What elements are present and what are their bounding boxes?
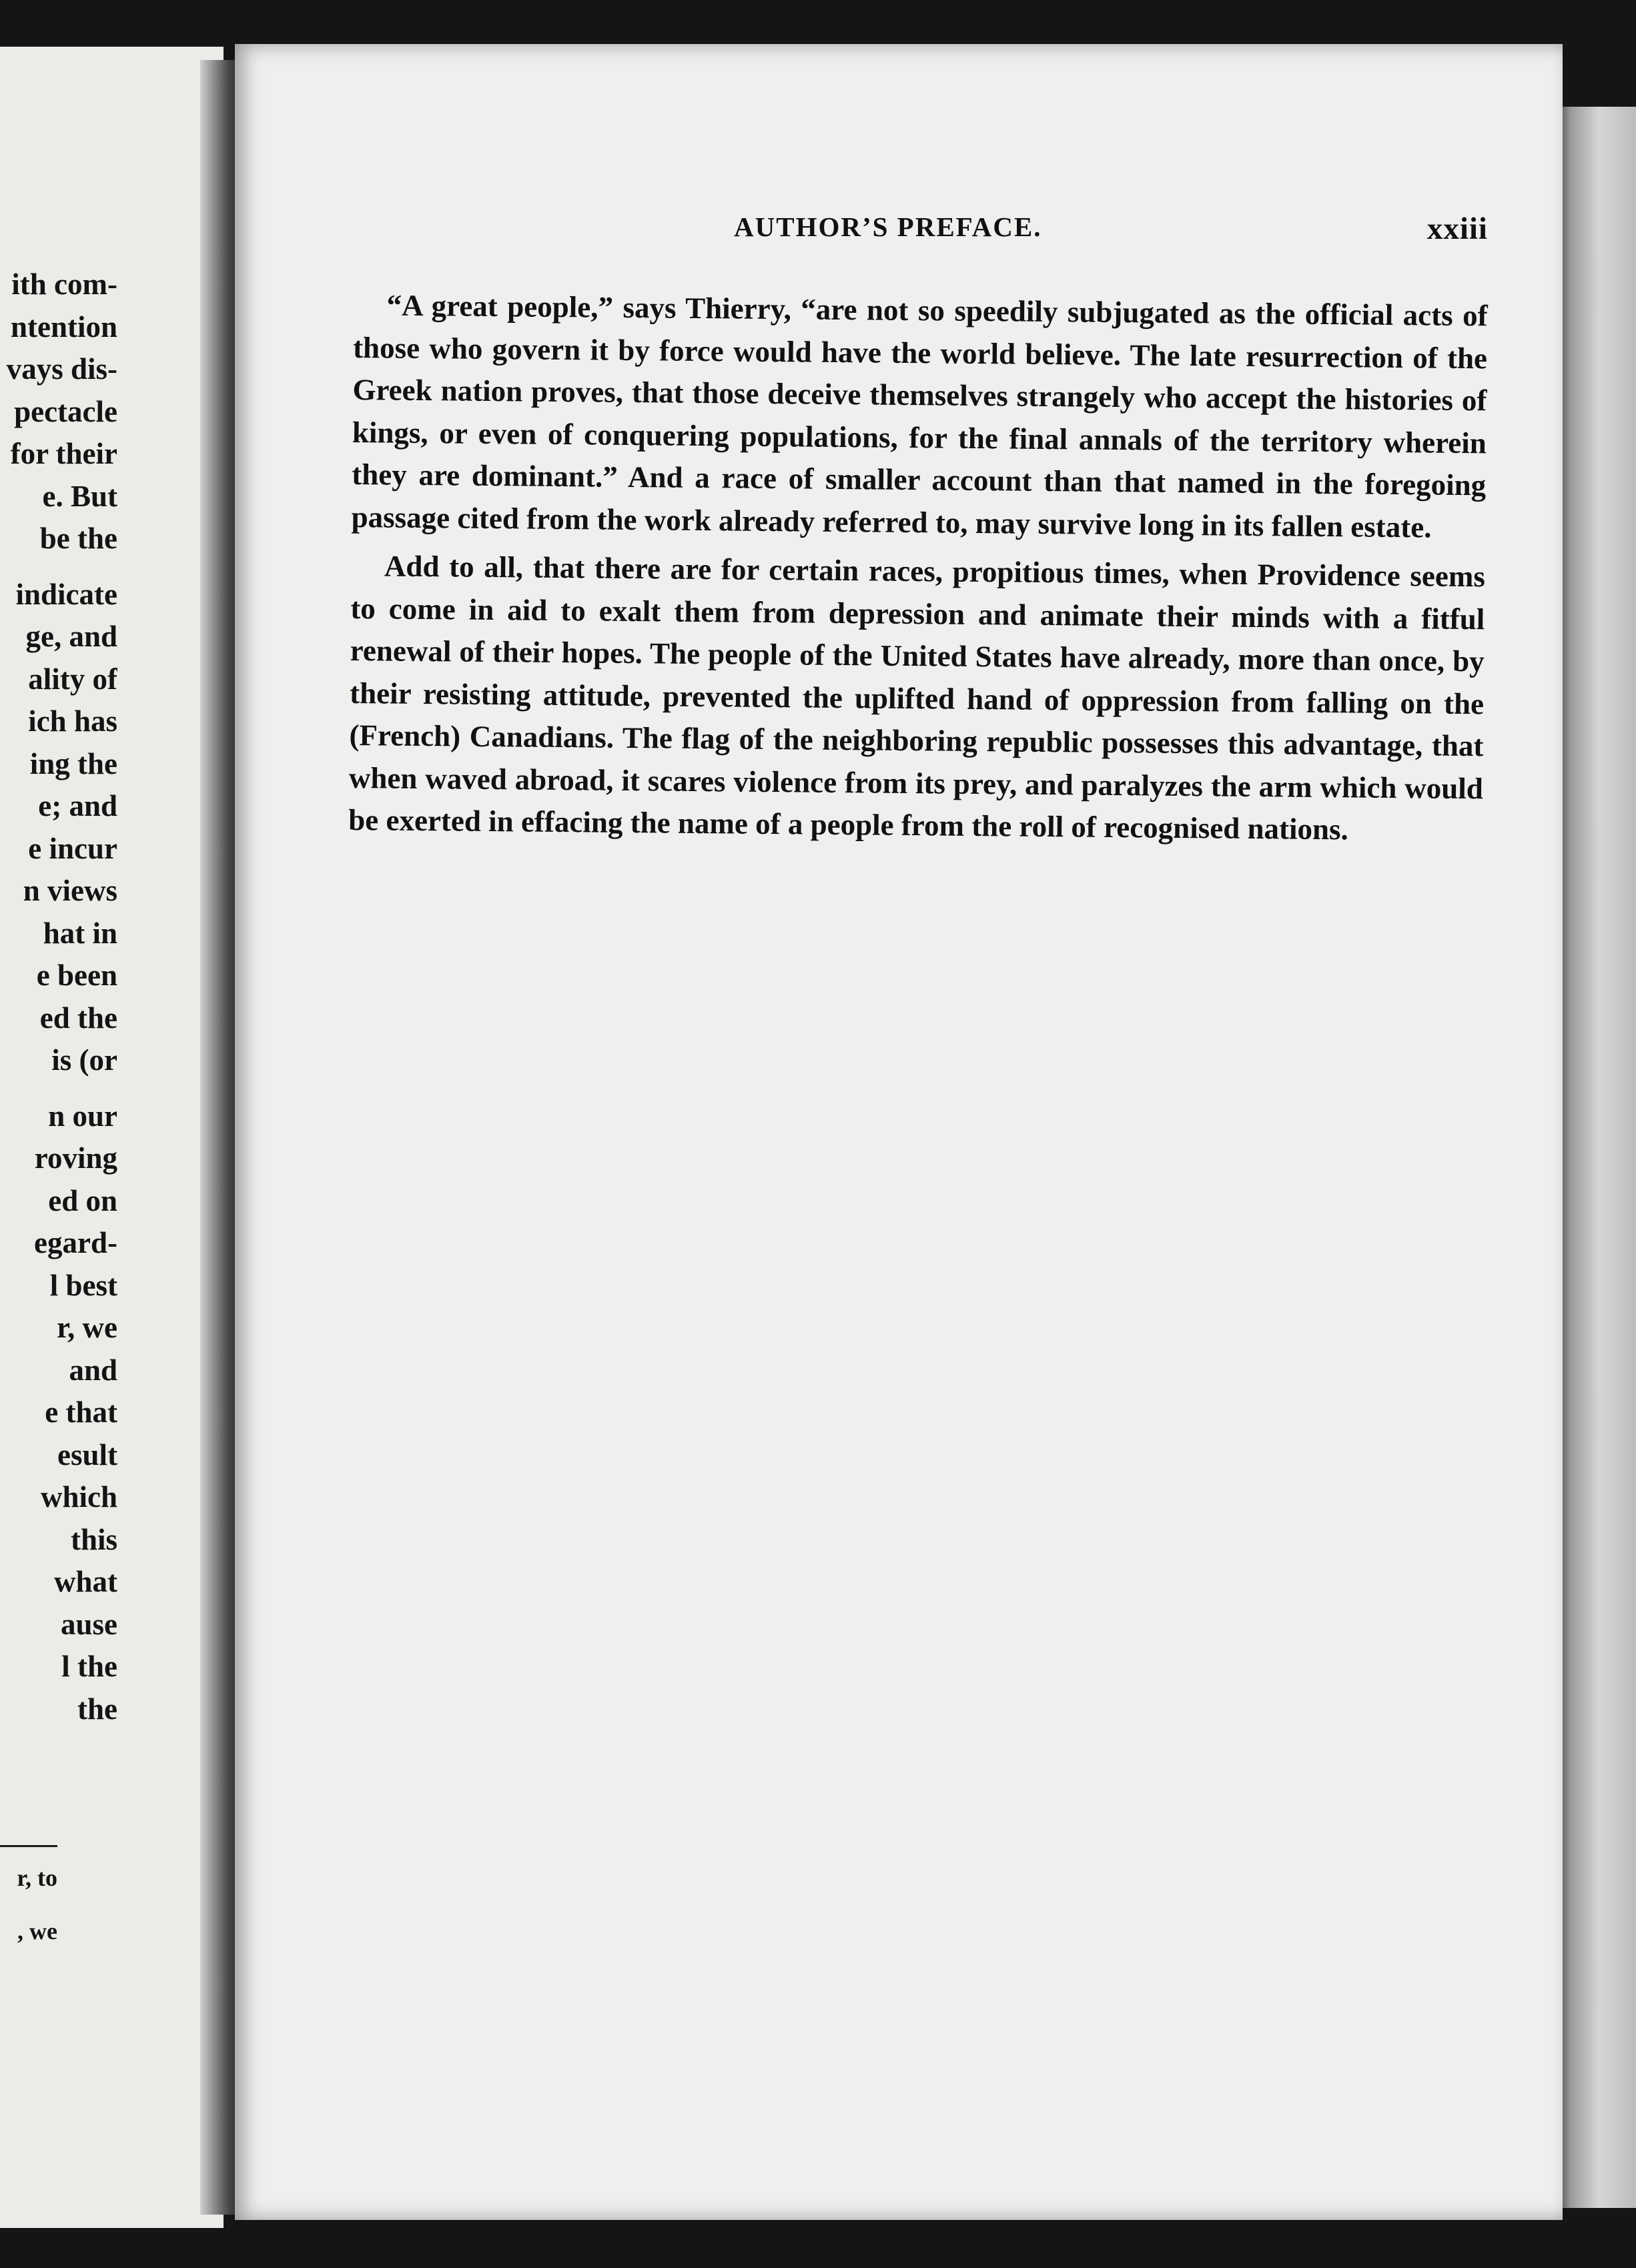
paragraph: Add to all, that there are for certain races, propitious times, when Providence seems to come in aid to exalt them from depression and animate their minds with a fitful renewal of their hopes. The people of the United States have already, more than once, by their resisting attitude, prevented the uplifted hand of oppression from falling on the (French) Canadians. The flag of the neighboring republic possesses this advantage, that when waved abroad, it scares violence from its prey, and paralyzes the arm which would be exerted in effacing the name of a people from the roll of recognised nations.	[348, 549, 1486, 846]
paragraph: “A great people,” says Thierry, “are not so speedily subjugated as the official acts of those who govern it by force would have the world believe. The late resurrection of the Greek nation proves, that those deceive themselves strangely who accept the histories of kings, or even of conquering populations, for the final annals of the territory wherein they are dominant.” And a race of smaller account than that named in the foregoing passage cited from the work already referred to, may survive long in its fallen estate.	[351, 288, 1488, 544]
left-line: vays dis-	[6, 352, 117, 386]
running-head-title: AUTHOR’S PREFACE.	[734, 211, 1042, 242]
left-footnote-line: , we	[17, 1918, 57, 1944]
footnote-rule	[0, 1845, 57, 1847]
left-line: esult	[57, 1438, 117, 1472]
right-page	[235, 44, 1563, 2220]
left-line: ing the	[29, 746, 117, 780]
left-line: e that	[45, 1395, 117, 1429]
left-footnotes	[0, 1851, 57, 1958]
left-line: indicate	[15, 577, 117, 611]
page-stack-edge	[1555, 107, 1636, 2208]
left-line: n views	[23, 874, 117, 907]
left-line: l best	[49, 1268, 117, 1302]
left-line: l the	[61, 1650, 117, 1683]
left-line: is (or	[51, 1043, 117, 1077]
left-line: ntention	[10, 310, 117, 344]
page-number: xxiii	[1426, 211, 1488, 246]
left-line: e incur	[28, 831, 117, 865]
left-line: what	[53, 1565, 117, 1598]
left-line: which	[40, 1480, 117, 1514]
left-line: e been	[36, 959, 117, 992]
left-line: for their	[10, 437, 117, 470]
left-line: ause	[60, 1607, 117, 1641]
left-line: be the	[39, 522, 117, 555]
left-line: and	[69, 1353, 117, 1387]
left-line: e. But	[42, 479, 117, 513]
left-line: pectacle	[14, 394, 117, 428]
left-line: ge, and	[25, 620, 117, 653]
left-line: n our	[48, 1099, 117, 1133]
left-footnote-line: r, to	[17, 1864, 57, 1891]
left-line: roving	[34, 1141, 117, 1175]
left-line: ed the	[39, 1001, 117, 1035]
left-line: the	[77, 1692, 117, 1726]
left-line: ich has	[28, 704, 117, 738]
left-line: ith com-	[11, 267, 117, 301]
left-line: ality of	[28, 662, 117, 696]
left-line: hat in	[43, 916, 117, 950]
left-page-text	[0, 263, 117, 1730]
left-line: this	[70, 1522, 117, 1556]
running-head	[354, 211, 1488, 251]
left-line: e; and	[38, 789, 117, 822]
left-line: egard-	[34, 1226, 117, 1259]
body-text	[348, 284, 1488, 853]
left-line: r, we	[57, 1311, 117, 1344]
left-line: ed on	[48, 1183, 117, 1217]
